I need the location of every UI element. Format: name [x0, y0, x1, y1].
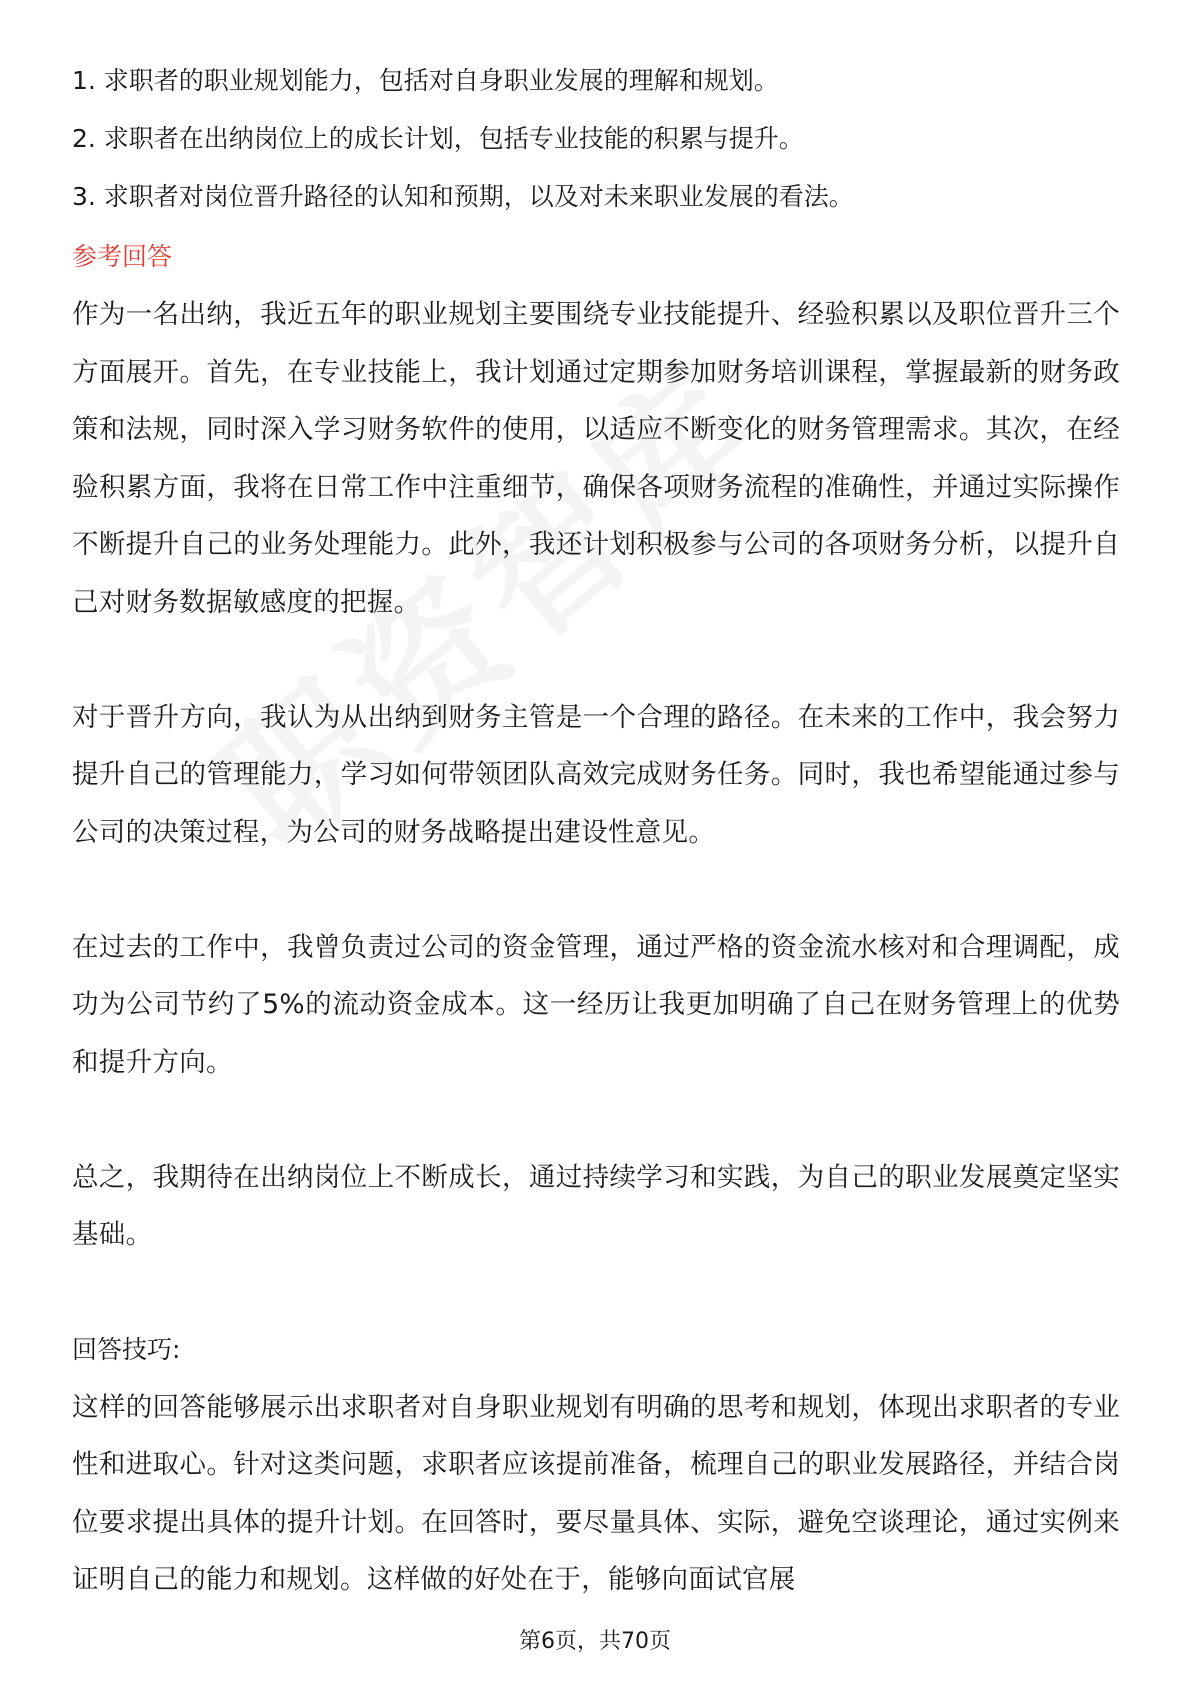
tips-text: 这样的回答能够展示出求职者对自身职业规划有明确的思考和规划，体现出求职者的专业性和进取心。针对这类问题，求职者应该提前准备，梳理自己的职业发展路径，并结合岗位要求提出具体的提升计划。在回答时，要尽量具体、实际，避免空谈理论，通过实例来证明自己的能力和规划。这样做的好处在于，能够向面试官展 — [72, 1391, 1120, 1595]
paragraph-gap — [72, 1091, 1120, 1149]
paragraph-gap — [72, 861, 1120, 919]
answer-paragraph-2: 对于晋升方向，我认为从出纳到财务主管是一个合理的路径。在未来的工作中，我会努力提升自己的管理能力，学习如何带领团队高效完成财务任务。同时，我也希望能通过参与公司的决策过程，为公司的财务战略提出建设性意见。 — [72, 701, 1120, 848]
paragraph-gap — [72, 1264, 1120, 1322]
answer-paragraph-3: 在过去的工作中，我曾负责过公司的资金管理，通过严格的资金流水核对和合理调配，成功为公司节约了5%的流动资金成本。这一经历让我更加明确了自己在财务管理上的优势和提升方向。 — [72, 931, 1120, 1078]
answer-paragraph-4: 总之，我期待在出纳岗位上不断成长，通过持续学习和实践，为自己的职业发展奠定坚实基础。 — [72, 1161, 1120, 1250]
page-content — [72, 52, 1120, 1609]
question-list — [72, 52, 1120, 226]
answer-paragraph-1: 作为一名出纳，我近五年的职业规划主要围绕专业技能提升、经验积累以及职位晋升三个方面展开。首先，在专业技能上，我计划通过定期参加财务培训课程，掌握最新的财务政策和法规，同时深入学习财务软件的使用，以适应不断变化的财务管理需求。其次，在经验积累方面，我将在日常工作中注重细节，确保各项财务流程的准确性，并通过实际操作不断提升自己的业务处理能力。此外，我还计划积极参与公司的各项财务分析，以提升自己对财务数据敏感度的把握。 — [72, 299, 1120, 618]
question-item-3: 3. 求职者对岗位晋升路径的认知和预期，以及对未来职业发展的看法。 — [72, 182, 854, 211]
answer-title: 参考回答 — [72, 242, 173, 271]
tips-title: 回答技巧: — [72, 1335, 181, 1364]
question-item-1: 1. 求职者的职业规划能力，包括对自身职业发展的理解和规划。 — [72, 66, 779, 95]
question-item-2: 2. 求职者在出纳岗位上的成长计划，包括专业技能的积累与提升。 — [72, 124, 804, 153]
paragraph-gap — [72, 631, 1120, 689]
page-number: 第6页，共70页 — [519, 1629, 671, 1654]
